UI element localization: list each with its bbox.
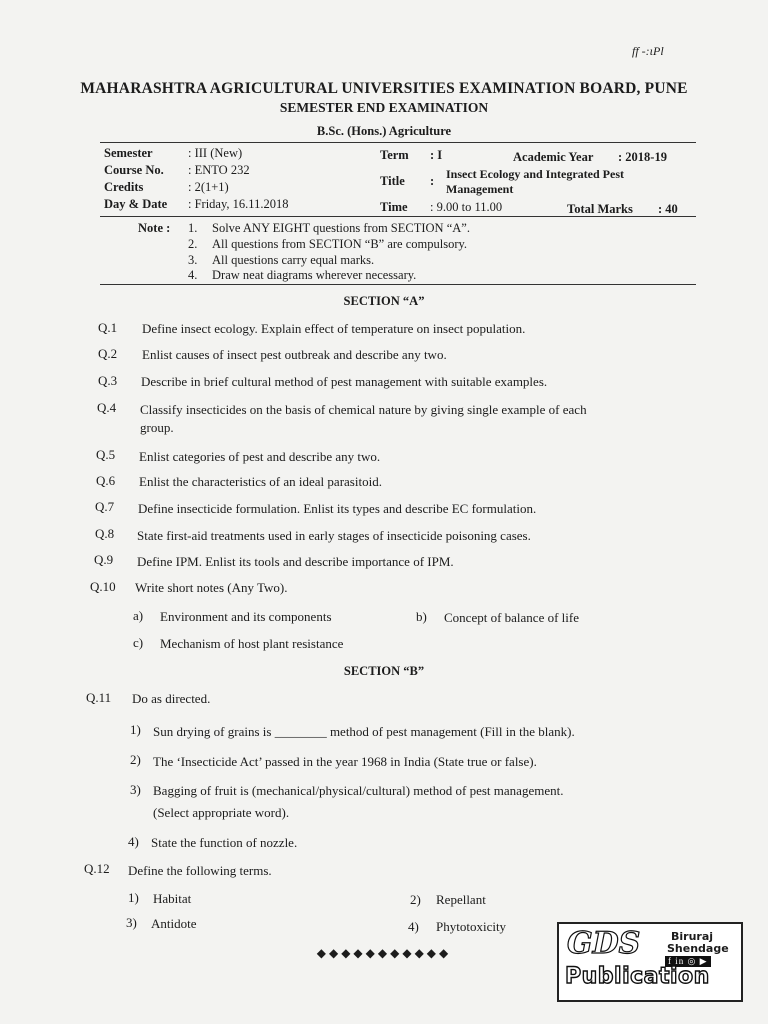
note-item: All questions from SECTION “B” are compulsory. [212,237,468,251]
question-text: Write short notes (Any Two). [135,580,288,595]
subquestion-number: 1) [130,722,141,737]
subquestion-number: 2) [130,752,141,767]
option-text: Environment and its components [160,609,332,624]
question-number: Q.11 [86,690,112,705]
semester-label: Semester [104,146,153,160]
question-number: Q.12 [84,861,110,876]
social-icons: f in ◎ ▶ [665,956,711,967]
term-text: Phytotoxicity [436,919,507,934]
note-item: Solve ANY EIGHT questions from SECTION “A”. [212,221,470,235]
subquestion-number: 3) [130,782,141,797]
note-item: Draw neat diagrams wherever necessary. [212,268,417,282]
logo-name-first: Biruraj [671,930,714,943]
term-number: 3) [126,915,137,930]
question-text: Enlist the characteristics of an ideal parasitoid. [139,474,382,489]
end-of-paper-mark: ◆◆◆◆◆◆◆◆◆◆◆ [316,946,452,960]
academic-year-label: Academic Year [513,150,594,164]
note-item: All questions carry equal marks. [212,253,375,267]
question-number: Q.8 [95,526,115,541]
term-number: 1) [128,890,139,905]
option-text: Concept of balance of life [444,610,579,625]
question-text: Classify insecticides on the basis of chemical nature by giving single example of each [140,402,587,417]
info-divider [100,216,696,217]
degree-title: B.Sc. (Hons.) Agriculture [316,124,452,138]
title-label: Title [380,174,405,188]
logo-initials: GDS [567,926,641,961]
logo-name-last: Shendage [667,942,729,955]
time-value: : 9.00 to 11.00 [430,200,503,214]
question-text: Describe in brief cultural method of pest management with suitable examples. [141,374,548,389]
subquestion-text-continued: (Select appropriate word). [153,805,290,820]
option-text: Mechanism of host plant resistance [160,636,344,651]
publisher-logo [557,922,743,1002]
day-date-value: : Friday, 16.11.2018 [188,197,289,211]
total-marks-label: Total Marks [567,202,633,216]
question-number: Q.6 [96,473,116,488]
term-value: : I [430,148,443,162]
question-number: Q.5 [96,447,116,462]
question-text: Define insect ecology. Explain effect of temperature on insect population. [142,321,526,336]
time-label: Time [380,200,408,214]
section-a-title: SECTION “A” [343,294,425,308]
question-number: Q.9 [94,552,114,567]
question-number: Q.10 [90,579,116,594]
question-text: Define IPM. Enlist its tools and describe importance of IPM. [137,554,454,569]
option-label: c) [133,635,144,650]
total-marks-value: : 40 [658,202,678,216]
subquestion-text: Sun drying of grains is ________ method of pest management (Fill in the blank). [153,724,575,739]
question-text: Define insecticide formulation. Enlist its types and describe EC formulation. [138,501,537,516]
note-label: Note : [138,221,171,235]
note-number: 2. [188,237,198,251]
question-text: Enlist causes of insect pest outbreak and describe any two. [142,347,447,362]
semester-value: : III (New) [188,146,243,160]
course-label: Course No. [104,163,164,177]
option-label: b) [416,609,427,624]
term-text: Habitat [153,891,192,906]
note-divider [100,284,696,285]
question-number: Q.4 [97,400,117,415]
credits-label: Credits [104,180,144,194]
term-number: 4) [408,919,419,934]
note-number: 4. [188,268,198,282]
title-colon: : [430,174,435,188]
subquestion-text: State the function of nozzle. [151,835,298,850]
credits-value: : 2(1+1) [188,180,229,194]
note-number: 3. [188,253,198,267]
question-text-continued: group. [140,420,174,435]
option-label: a) [133,608,144,623]
board-title: MAHARASHTRA AGRICULTURAL UNIVERSITIES EXAMINATION BOARD, PUNE [80,80,688,97]
handwritten-code: ff -:ιPl [632,44,664,58]
day-date-label: Day & Date [104,197,168,211]
term-number: 2) [410,892,421,907]
question-text: Do as directed. [132,691,211,706]
question-number: Q.1 [98,320,118,335]
term-text: Repellant [436,892,486,907]
note-number: 1. [188,221,198,235]
subquestion-text: The ‘Insecticide Act’ passed in the year 1968 in India (State true or false). [153,754,537,769]
top-divider [100,142,696,143]
subquestion-number: 4) [128,834,139,849]
question-number: Q.2 [98,346,118,361]
term-label: Term [380,148,409,162]
course-value: : ENTO 232 [188,163,250,177]
question-number: Q.3 [98,373,118,388]
question-text: Define the following terms. [128,863,272,878]
logo-wordmark: Publication [565,964,710,989]
course-title-line1: Insect Ecology and Integrated Pest [446,167,624,181]
term-text: Antidote [151,916,197,931]
question-text: State first-aid treatments used in early stages of insecticide poisoning cases. [137,528,531,543]
course-title-line2: Management [446,182,514,196]
question-text: Enlist categories of pest and describe any two. [139,449,381,464]
academic-year-value: : 2018-19 [618,150,667,164]
subquestion-text: Bagging of fruit is (mechanical/physical/cultural) method of pest management. [153,783,564,798]
exam-title: SEMESTER END EXAMINATION [279,100,489,115]
question-number: Q.7 [95,499,115,514]
section-b-title: SECTION “B” [343,664,425,678]
